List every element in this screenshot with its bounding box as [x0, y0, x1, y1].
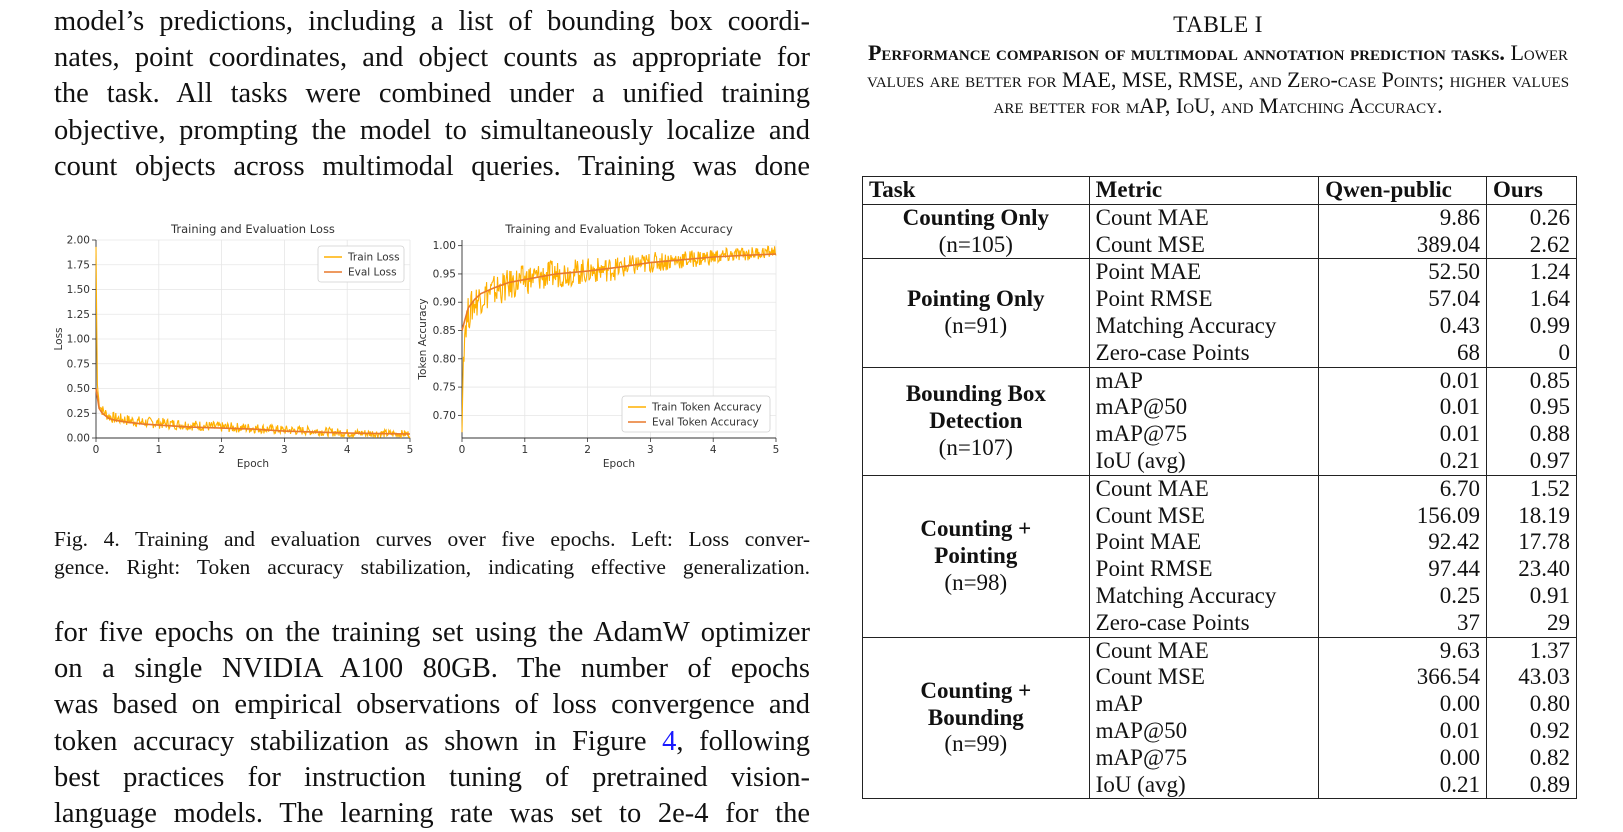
y-tick-label: 0.75 [432, 381, 456, 394]
task-name: Pointing Only [907, 286, 1045, 312]
text-line: best practices for instruction tuning of pretrained vision- [54, 761, 810, 793]
header-ours: Ours [1487, 177, 1577, 205]
qwen-public-value: 0.25 [1319, 583, 1487, 610]
legend-label: Train Loss [348, 251, 400, 264]
metric-cell: Point RMSE [1089, 556, 1319, 583]
text-line: on a single NVIDIA A100 80GB. The number of epochs [54, 653, 810, 685]
task-name: Pointing [934, 542, 1018, 568]
metric-cell: Point MAE [1089, 529, 1319, 556]
metric-cell: Zero-case Points [1089, 340, 1319, 367]
qwen-public-value: 9.63 [1319, 637, 1487, 664]
text-line [54, 724, 810, 760]
table-row [863, 259, 1577, 286]
ours-value: 43.03 [1487, 664, 1577, 691]
qwen-public-value: 389.04 [1319, 232, 1487, 259]
y-axis-label: Token Accuracy [417, 298, 429, 380]
y-tick-label: 0.75 [66, 358, 90, 371]
y-tick-label: 0.25 [66, 407, 90, 420]
ours-value: 0.88 [1487, 421, 1577, 448]
y-tick-label: 1.75 [66, 259, 90, 272]
body-paragraph-1 [54, 4, 810, 185]
task-name: Counting + [920, 515, 1032, 541]
performance-table [862, 176, 1577, 799]
y-tick-label: 0.70 [432, 409, 456, 422]
ours-value: 0 [1487, 340, 1577, 367]
table-label: TABLE I [1173, 12, 1263, 38]
legend-label: Eval Token Accuracy [652, 416, 759, 429]
task-cell [863, 259, 1090, 367]
qwen-public-value: 9.86 [1319, 204, 1487, 231]
task-cell [863, 475, 1090, 637]
ours-value: 29 [1487, 610, 1577, 637]
y-tick-label: 0.80 [432, 353, 456, 366]
chart-title: Training and Evaluation Loss [171, 222, 335, 236]
text-line: language models. The learning rate was set to 2e-4 for the [54, 798, 810, 830]
text-line: count objects across multimodal queries. Training was done [54, 150, 810, 182]
x-tick-label: 0 [92, 444, 100, 456]
text-line: objective, prompting the model to simultaneously localize and [54, 114, 810, 146]
y-tick-label: 0.95 [432, 268, 456, 281]
qwen-public-value: 0.01 [1319, 394, 1487, 421]
metric-cell: mAP [1089, 691, 1319, 718]
metric-cell: mAP@75 [1089, 745, 1319, 772]
x-axis-label: Epoch [602, 458, 636, 470]
metric-cell: mAP@75 [1089, 421, 1319, 448]
legend-label: Train Token Accuracy [652, 401, 762, 414]
x-tick-label: 2 [218, 444, 225, 456]
ours-value: 17.78 [1487, 529, 1577, 556]
ours-value: 0.92 [1487, 718, 1577, 745]
text-line: nates, point coordinates, and object counts as appropriate for [54, 42, 810, 74]
ours-value: 18.19 [1487, 503, 1577, 530]
x-tick-label: 1 [155, 444, 163, 456]
task-sample-count: (n=98) [944, 569, 1008, 595]
qwen-public-value: 366.54 [1319, 664, 1487, 691]
chart-title: Training and Evaluation Token Accuracy [505, 222, 733, 236]
table-caption-rest: Lower values are better for MAE, MSE, RMSE, and Zero-case Points; higher values are better for mAP, IoU, and Matching Accuracy. [866, 40, 1570, 118]
metric-cell: Matching Accuracy [1089, 583, 1319, 610]
figure-caption [54, 526, 810, 581]
ours-value: 0.89 [1487, 772, 1577, 799]
ours-value: 1.24 [1487, 259, 1577, 286]
text-segment: , following [676, 725, 810, 757]
text-line: was based on empirical observations of loss convergence and [54, 689, 810, 721]
task-cell [863, 367, 1090, 475]
table-row [863, 204, 1577, 231]
metric-cell: mAP@50 [1089, 718, 1319, 745]
text-line: model’s predictions, including a list of bounding box coordi- [54, 6, 810, 37]
y-tick-label: 1.50 [66, 284, 90, 296]
x-tick-label: 1 [521, 444, 529, 456]
task-name: Bounding Box [905, 380, 1046, 406]
qwen-public-value: 0.01 [1319, 718, 1487, 745]
metric-cell: Count MSE [1089, 503, 1319, 530]
y-tick-label: 1.25 [66, 308, 90, 321]
y-tick-label: 0.50 [66, 383, 90, 395]
caption-line: Fig. 4. Training and evaluation curves over five epochs. Left: Loss conver- [54, 527, 810, 551]
task-cell [863, 637, 1090, 799]
y-tick-label: 0.00 [66, 432, 90, 445]
metric-cell: Point MAE [1089, 259, 1319, 286]
body-paragraph-2 [54, 615, 810, 832]
ours-value: 0.97 [1487, 448, 1577, 475]
ours-value: 1.64 [1487, 286, 1577, 313]
qwen-public-value: 0.00 [1319, 691, 1487, 718]
x-tick-label: 4 [709, 444, 717, 456]
metric-cell: Count MAE [1089, 204, 1319, 231]
text-segment: token accuracy stabilization as shown in Figure [54, 725, 663, 757]
qwen-public-value: 97.44 [1319, 556, 1487, 583]
table-row [863, 637, 1577, 664]
ours-value: 1.52 [1487, 475, 1577, 502]
task-name: Counting + [920, 677, 1032, 703]
qwen-public-value: 0.01 [1319, 367, 1487, 394]
ours-value: 0.95 [1487, 394, 1577, 421]
task-name: Counting Only [902, 204, 1049, 230]
ours-value: 0.99 [1487, 313, 1577, 340]
qwen-public-value: 37 [1319, 610, 1487, 637]
metric-cell: Count MSE [1089, 664, 1319, 691]
y-tick-label: 0.90 [432, 296, 456, 309]
x-tick-label: 2 [584, 444, 591, 456]
text-line: for five epochs on the training set using the AdamW optimizer [54, 617, 810, 648]
y-axis-label: Loss [54, 327, 65, 351]
qwen-public-value: 0.00 [1319, 745, 1487, 772]
task-cell [863, 204, 1090, 259]
qwen-public-value: 0.21 [1319, 772, 1487, 799]
x-tick-label: 5 [406, 444, 414, 456]
x-tick-label: 0 [458, 444, 466, 456]
qwen-public-value: 0.01 [1319, 421, 1487, 448]
task-sample-count: (n=91) [944, 312, 1008, 338]
ours-value: 1.37 [1487, 637, 1577, 664]
metric-cell: IoU (avg) [1089, 448, 1319, 475]
metric-cell: Count MAE [1089, 475, 1319, 502]
y-tick-label: 1.00 [432, 240, 456, 253]
ours-value: 0.82 [1487, 745, 1577, 772]
header-task: Task [863, 177, 1090, 205]
qwen-public-value: 57.04 [1319, 286, 1487, 313]
y-tick-label: 2.00 [66, 234, 90, 247]
qwen-public-value: 6.70 [1319, 475, 1487, 502]
metric-cell: Count MSE [1089, 232, 1319, 259]
x-tick-label: 3 [647, 444, 654, 456]
metric-cell: IoU (avg) [1089, 772, 1319, 799]
table-header-row [863, 177, 1577, 205]
ours-value: 0.85 [1487, 367, 1577, 394]
training-curves-figure [54, 220, 810, 500]
metric-cell: Count MAE [1089, 637, 1319, 664]
metric-cell: Zero-case Points [1089, 610, 1319, 637]
figure-reference-link[interactable]: 4 [662, 725, 677, 757]
task-sample-count: (n=99) [944, 731, 1008, 757]
caption-line: gence. Right: Token accuracy stabilization, indicating effective generalization. [54, 554, 810, 579]
task-sample-count: (n=107) [938, 434, 1013, 460]
metric-cell: mAP@50 [1089, 394, 1319, 421]
x-tick-label: 5 [772, 444, 780, 456]
header-qwen-public: Qwen-public [1319, 177, 1487, 205]
qwen-public-value: 92.42 [1319, 529, 1487, 556]
table-caption [862, 40, 1574, 120]
qwen-public-value: 0.43 [1319, 313, 1487, 340]
header-metric: Metric [1089, 177, 1319, 205]
y-tick-label: 0.85 [432, 325, 456, 338]
qwen-public-value: 0.21 [1319, 448, 1487, 475]
metric-cell: Point RMSE [1089, 286, 1319, 313]
table-caption-bold: Performance comparison of multimodal annotation prediction tasks. [867, 40, 1505, 65]
task-name: Bounding [927, 704, 1024, 730]
x-axis-label: Epoch [236, 458, 270, 470]
legend-label: Eval Loss [348, 266, 397, 279]
ours-value: 0.26 [1487, 204, 1577, 231]
task-sample-count: (n=105) [938, 231, 1013, 257]
task-name: Detection [929, 407, 1023, 433]
ours-value: 2.62 [1487, 232, 1577, 259]
qwen-public-value: 156.09 [1319, 503, 1487, 530]
ours-value: 0.91 [1487, 583, 1577, 610]
x-tick-label: 4 [343, 444, 351, 456]
ours-value: 23.40 [1487, 556, 1577, 583]
qwen-public-value: 68 [1319, 340, 1487, 367]
figure-4 [54, 220, 810, 500]
metric-cell: mAP [1089, 367, 1319, 394]
table-row [863, 367, 1577, 394]
x-tick-label: 3 [281, 444, 288, 456]
text-line: the task. All tasks were combined under a unified training [54, 78, 810, 110]
ours-value: 0.80 [1487, 691, 1577, 718]
metric-cell: Matching Accuracy [1089, 313, 1319, 340]
table-row [863, 475, 1577, 502]
y-tick-label: 1.00 [66, 333, 90, 346]
qwen-public-value: 52.50 [1319, 259, 1487, 286]
